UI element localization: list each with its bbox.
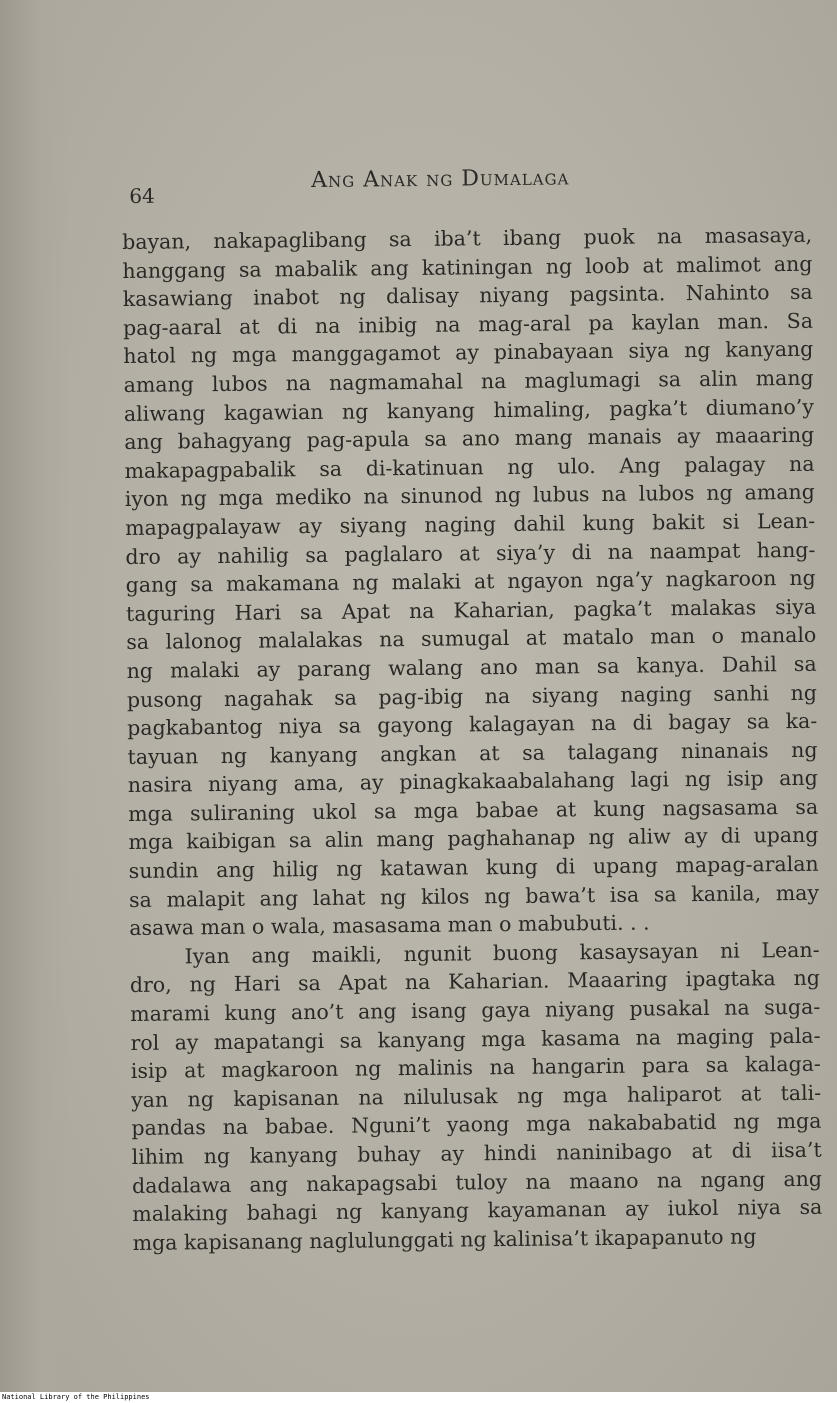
paragraph-2 — [129, 936, 822, 1258]
text-line: pag-aaral at di na inibig na mag-aral pa kaylan man. Sa — [122, 308, 814, 340]
text-line: makapagpabalik sa di-katinuan ng ulo. Ang palagay na — [124, 451, 815, 483]
text-line: mapagpalayaw ay siyang naging dahil kung bakit si Lean- — [125, 508, 816, 540]
text-line: bayan, nakapaglibang sa iba’t ibang puok na masasaya, — [122, 222, 813, 254]
text-line: pandas na babae. Nguni’t yaong mga nakababatid ng mga — [131, 1109, 822, 1141]
text-line: marami kung ano’t ang isang gaya niyang pusakal na suga- — [130, 994, 821, 1026]
text-line: hanggang sa mabalik ang katiningan ng loob at malimot ang — [122, 251, 813, 283]
text-line: taguring Hari sa Apat na Kaharian, pagka’t malakas siya — [125, 594, 817, 626]
text-line: gang sa makamana ng malaki at ngayon nga’y nagkaroon ng — [125, 565, 816, 598]
text-line: pagkabantog niya sa gayong kalagayan na di bagay sa ka- — [127, 708, 818, 741]
text-line: Iyan ang maikli, ngunit buong kasaysayan ni Lean- — [184, 937, 820, 969]
text-line: ng malaki ay parang walang ano man sa kanya. Dahil sa — [126, 651, 817, 683]
text-line: amang lubos na nagmamahal na maglumagi sa alin mang — [123, 365, 814, 397]
text-line: nasira niyang ama, ay pinagkakaabalahang lagi ng isip ang — [127, 766, 818, 798]
page-number: 64 — [129, 183, 155, 208]
text-line: yan ng kapisanan na nilulusak ng mga haliparot at tali- — [131, 1080, 822, 1112]
text-line: kasawiang inabot ng dalisay niyang pagsinta. Nahinto sa — [122, 279, 813, 312]
text-line: sa lalonog malalakas na sumugal at matalo man o manalo — [126, 623, 817, 655]
text-line: tayuan ng kanyang angkan at sa talagang ninanais ng — [127, 737, 818, 769]
text-line: sundin ang hilig ng katawan kung di upang mapag-aralan — [128, 851, 819, 884]
text-line: asawa man o wala, masasama man o mabubuti. . . — [129, 910, 650, 941]
paragraph-1 — [122, 221, 819, 943]
text-line: sa malapit ang lahat ng kilos ng bawa’t isa sa kanila, may — [128, 880, 820, 912]
text-line: iyon ng mga mediko na sinunod ng lubus na lubos ng amang — [124, 480, 815, 512]
page-edge-shadow — [0, 0, 70, 1392]
text-line: malaking bahagi ng kanyang kayamanan ay iukol niya sa — [132, 1194, 823, 1227]
text-line: dro ay nahilig sa paglalaro at siya’y di na naampat hang- — [125, 537, 816, 569]
text-line: pusong nagahak sa pag-ibig na siyang naging sanhi ng — [126, 680, 818, 712]
text-line: dadalawa ang nakapagsabi tuloy na maano na ngang ang — [131, 1166, 823, 1198]
text-line: lihim ng kanyang buhay ay hindi naninibago at di iisa’t — [131, 1137, 822, 1169]
footer-credit: National Library of the Philippines — [2, 1393, 150, 1401]
text-line: aliwang kagawian ng kanyang himaling, pagka’t diumano’y — [123, 394, 815, 426]
running-title: Ang Anak ng Dumalaga — [311, 165, 570, 194]
text-line: hatol ng mga manggagamot ay pinabayaan siya ng kanyang — [123, 337, 814, 369]
text-line: mga suliraning ukol sa mga babae at kung nagsasama sa — [128, 794, 819, 826]
text-line: ang bahagyang pag-apula sa ano mang manais ay maaaring — [124, 422, 815, 455]
body-text — [122, 221, 823, 1258]
scan-footer — [0, 1392, 837, 1403]
text-line: rol ay mapatangi sa kanyang mga kasama na maging pala- — [130, 1023, 821, 1055]
text-line: dro, ng Hari sa Apat na Kaharian. Maaaring ipagtaka ng — [129, 966, 821, 998]
text-line: mga kaibigan sa alin mang paghahanap ng aliw ay di upang — [128, 823, 819, 855]
text-line: mga kapisanang naglulunggati ng kalinisa’t ikapapanuto ng — [132, 1224, 757, 1255]
text-line: isip at magkaroon ng malinis na hangarin para sa kalaga- — [130, 1051, 821, 1084]
page-header — [126, 159, 796, 206]
